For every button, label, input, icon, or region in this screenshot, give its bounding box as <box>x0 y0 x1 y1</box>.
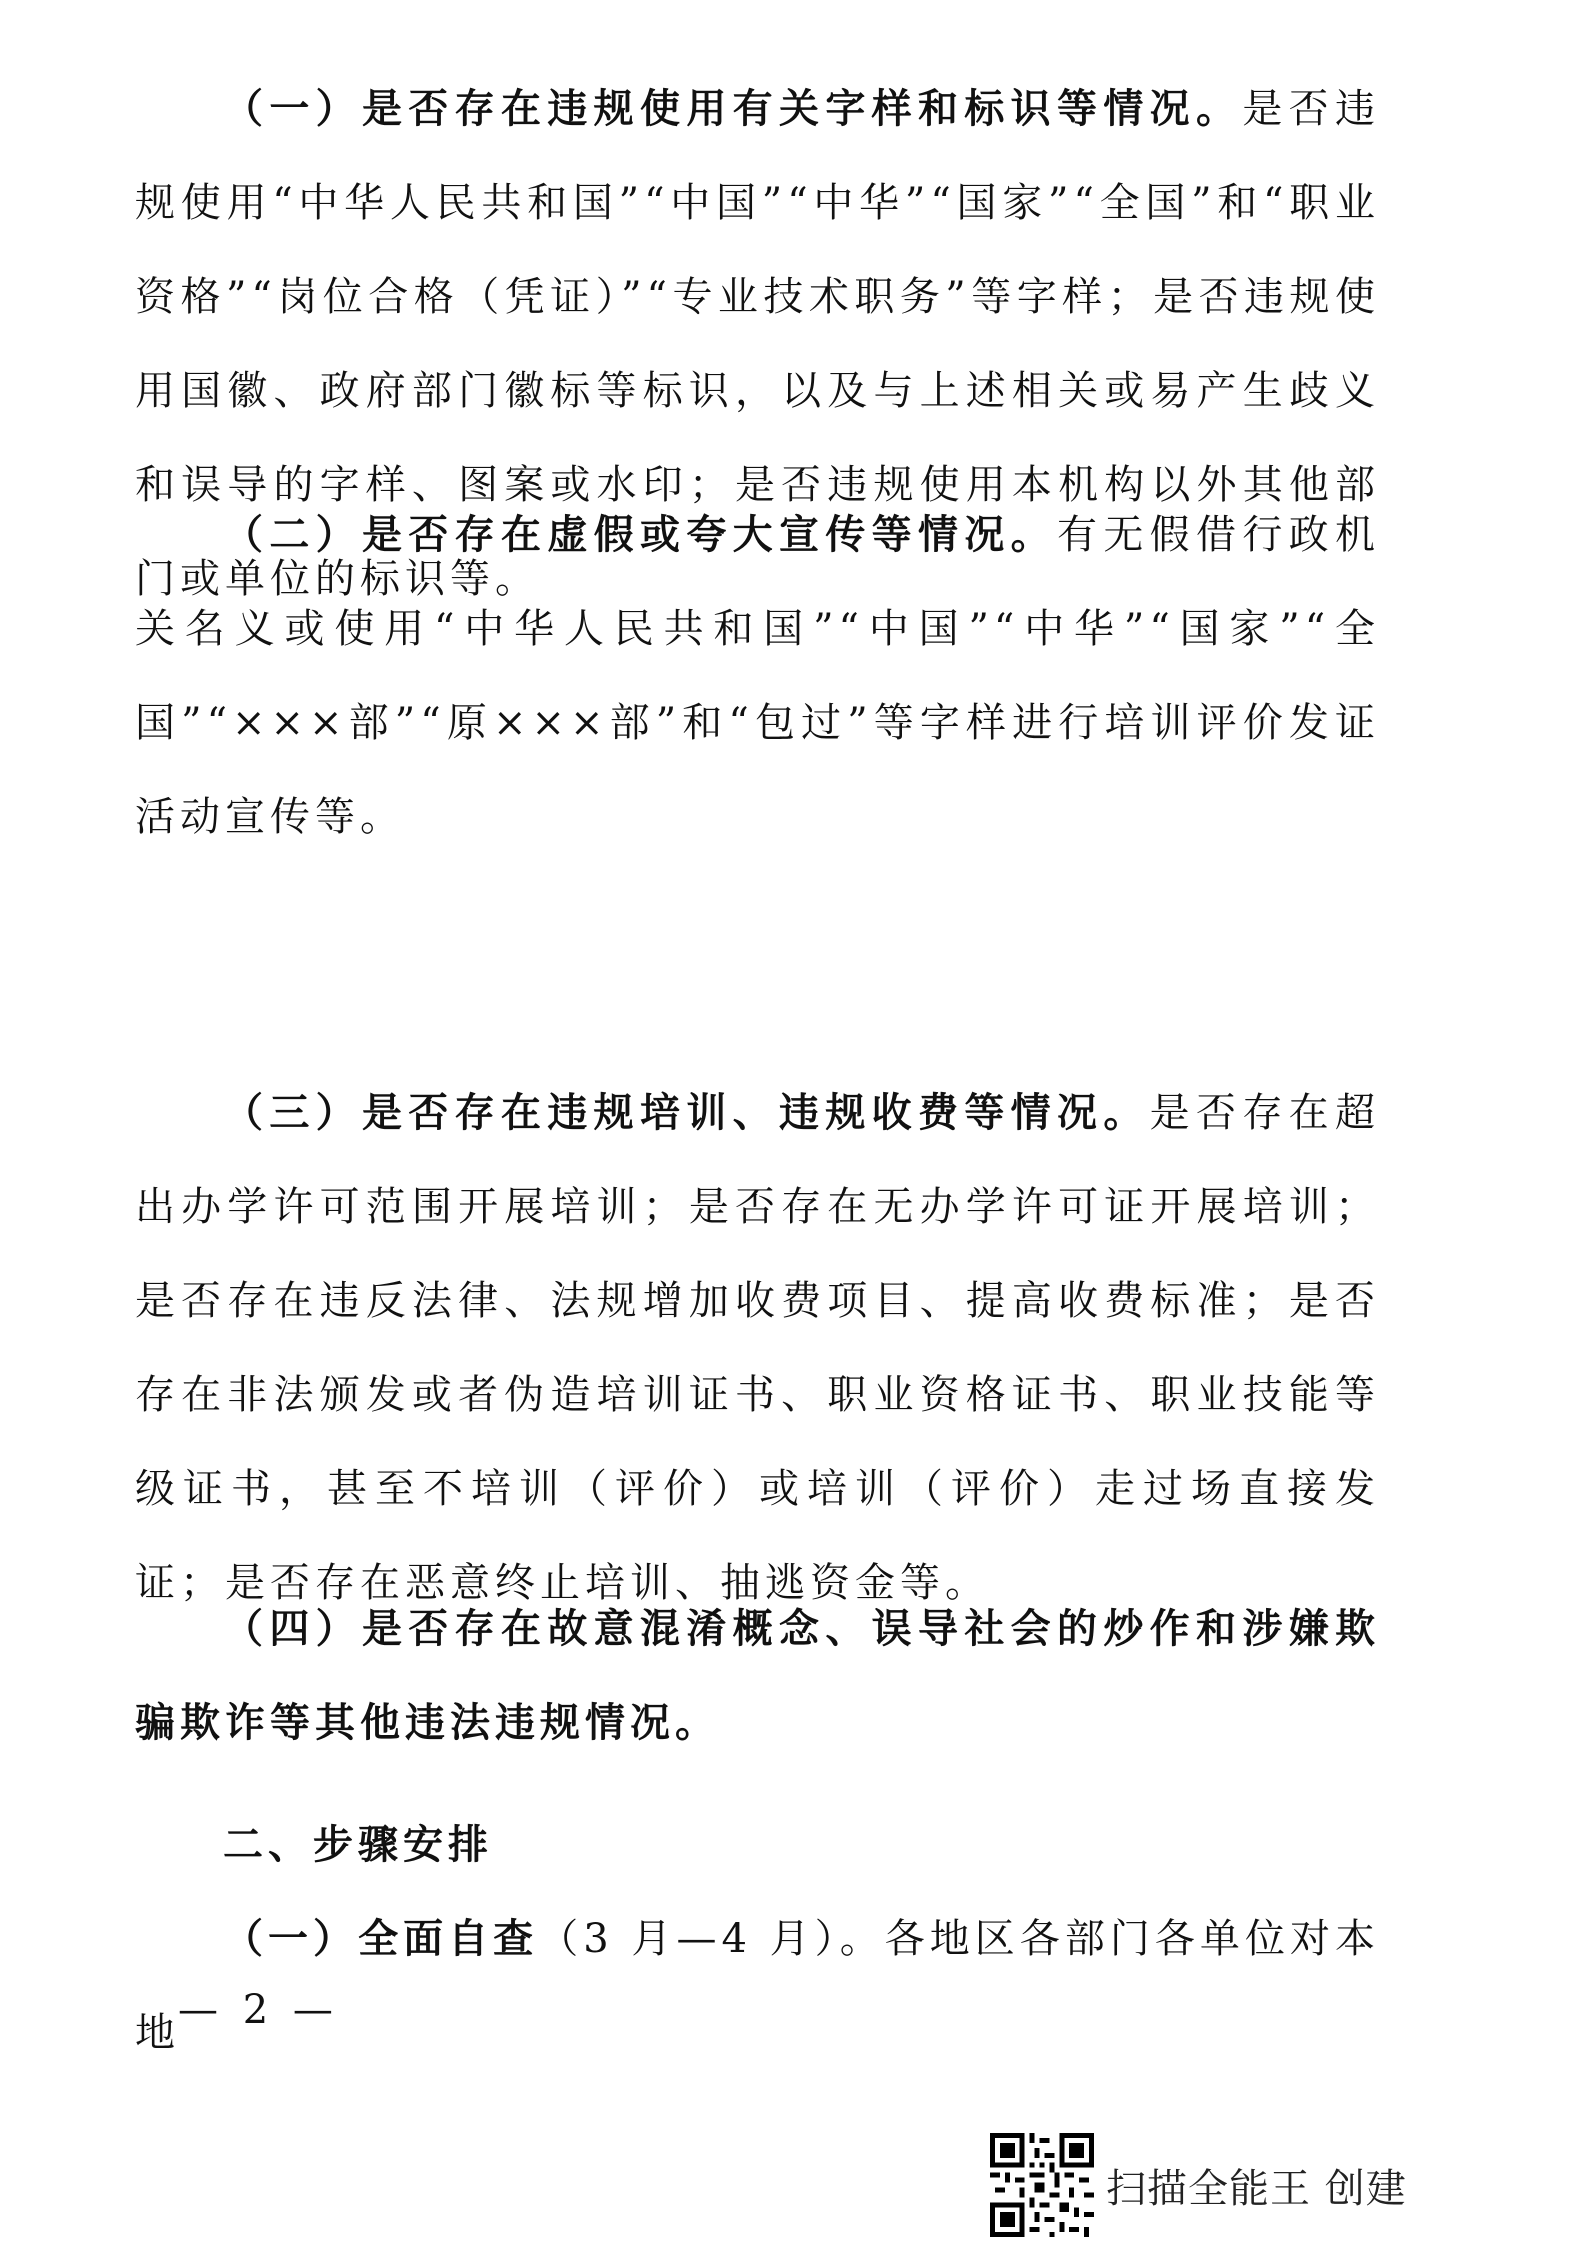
paragraph-5-heading: （一）全面自查 <box>223 1915 539 1962</box>
section-title: 二、步骤安排 <box>223 1821 493 1868</box>
watermark-text: 扫描全能王 创建 <box>1106 2165 1407 2212</box>
paragraph-2 <box>135 488 1380 864</box>
paragraph-2-heading: （二）是否存在虚假或夸大宣传等情况。 <box>223 511 1057 558</box>
paragraph-1-body: 是否违规使用“中华人民共和国”“中国”“中华”“国家”“全国”和“职业资格”“岗位合格（凭证）”“专业技术职务”等字样；是否违规使用国徽、政府部门徽标等标识，以及与上述相关或易产生歧义和误导的字样、图案或水印；是否违规使用本机构以外其他部门或单位的标识等。 <box>135 86 1381 602</box>
paragraph-5-body: （3 月—4 月）。各地区各部门各单位对本地 <box>135 1916 1381 2056</box>
paragraph-3-body: 是否存在超出办学许可范围开展培训；是否存在无办学许可证开展培训；是否存在违反法律、法规增加收费项目、提高收费标准；是否存在非法颁发或者伪造培训证书、职业资格证书、职业技能等级证书，甚至不培训（评价）或培训（评价）走过场直接发证；是否存在恶意终止培训、抽逃资金等。 <box>135 1090 1381 1606</box>
qr-code-icon <box>990 2133 1094 2237</box>
paragraph-4-heading: （四）是否存在故意混淆概念、误导社会的炒作和涉嫌欺骗欺诈等其他违法违规情况。 <box>135 1605 1380 1746</box>
paragraph-1-heading: （一）是否存在违规使用有关字样和标识等情况。 <box>223 85 1243 132</box>
paragraph-4 <box>135 1582 1380 1770</box>
page-number: — 2 — <box>178 1987 339 2033</box>
paragraph-2-body: 有无假借行政机关名义或使用“中华人民共和国”“中国”“中华”“国家”“全国”“×××部”“原×××部”和“包过”等字样进行培训评价发证活动宣传等。 <box>135 512 1380 840</box>
paragraph-3-heading: （三）是否存在违规培训、违规收费等情况。 <box>223 1089 1150 1136</box>
scanner-watermark <box>990 2130 1407 2240</box>
paragraph-3 <box>135 1066 1380 1630</box>
